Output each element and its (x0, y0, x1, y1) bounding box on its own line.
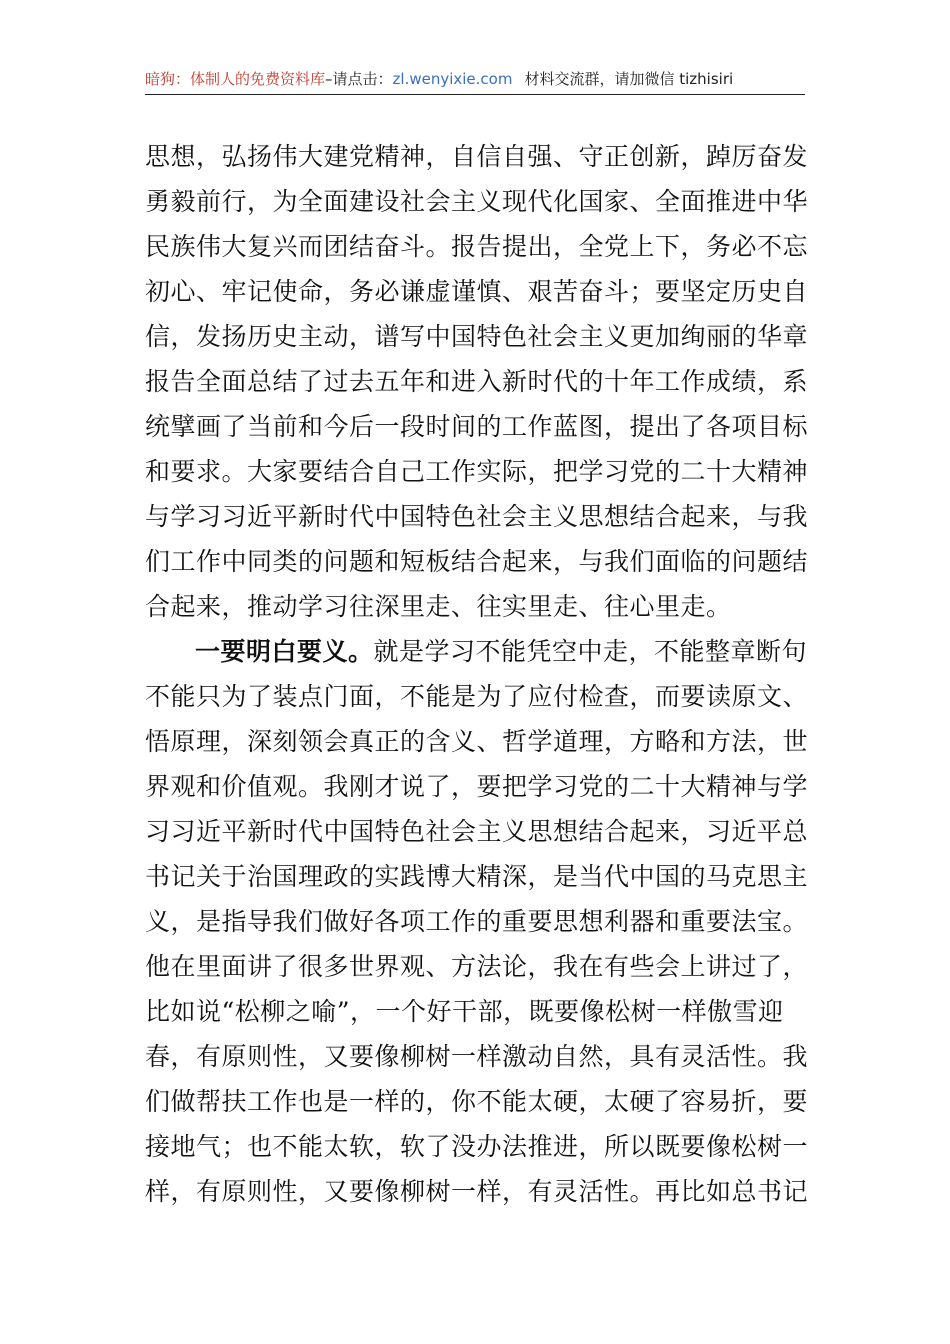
text-line: 与学习习近平新时代中国特色社会主义思想结合起来，与我 (145, 502, 809, 531)
text-line: 信，发扬历史主动，谱写中国特色社会主义更加绚丽的华章 (145, 322, 809, 351)
text-line: 不能只为了装点门面，不能是为了应付检查，而要读原文、 (145, 682, 809, 711)
text-line: 义，是指导我们做好各项工作的重要思想利器和重要法宝。 (145, 907, 809, 936)
text-line: 悟原理，深刻领会真正的含义、哲学道理，方略和方法，世 (145, 727, 809, 756)
text-line: 初心、牢记使命，务必谦虚谨慎、艰苦奋斗；要坚定历史自 (145, 277, 809, 306)
text-line: 们做帮扶工作也是一样的，你不能太硬，太硬了容易折，要 (145, 1087, 809, 1116)
text-line: 合起来，推动学习往深里走、往实里走、往心里走。 (145, 592, 732, 621)
text-line: 接地气；也不能太软，软了没办法推进，所以既要像松树一 (145, 1132, 809, 1161)
text-line: 思想，弘扬伟大建党精神，自信自强、守正创新，踔厉奋发 (145, 142, 809, 171)
header-wechat-note: 材料交流群，请加微信 tizhisiri (524, 70, 734, 88)
paragraph-heading: 一要明白要义。 (195, 637, 374, 666)
text-line: 统擘画了当前和今后一段时间的工作蓝图，提出了各项目标 (145, 412, 809, 441)
text-line: 报告全面总结了过去五年和进入新时代的十年工作成绩，系 (145, 367, 809, 396)
text-line: 习习近平新时代中国特色社会主义思想结合起来，习近平总 (145, 817, 809, 846)
paragraph-heading-line (145, 629, 807, 674)
text-line: 界观和价值观。我刚才说了，要把学习党的二十大精神与学 (145, 772, 809, 801)
text-line: 和要求。大家要结合自己工作实际，把学习党的二十大精神 (145, 457, 809, 486)
text-line: 样，有原则性，又要像柳树一样，有灵活性。再比如总书记 (145, 1177, 809, 1206)
text-line: 民族伟大复兴而团结奋斗。报告提出，全党上下，务必不忘 (145, 232, 809, 261)
header-brand: 暗狗：体制人的免费资料库 (145, 70, 326, 88)
header-separator: –请点击： (325, 70, 393, 88)
text-line: 他在里面讲了很多世界观、方法论，我在有些会上讲过了， (145, 952, 809, 981)
paragraph-heading-rest: 就是学习不能凭空中走，不能整章断句 (373, 637, 808, 666)
text-line: 勇毅前行，为全面建设社会主义现代化国家、全面推进中华 (145, 187, 809, 216)
text-line: 比如说“松柳之喻”，一个好干部，既要像松树一样傲雪迎 (145, 997, 784, 1026)
page-header (145, 64, 805, 95)
text-line: 们工作中同类的问题和短板结合起来，与我们面临的问题结 (145, 547, 809, 576)
document-body (145, 134, 807, 1214)
header-url-link[interactable]: zl.wenyixie.com (392, 70, 513, 88)
text-line: 春，有原则性，又要像柳树一样激动自然，具有灵活性。我 (145, 1042, 809, 1071)
text-line: 书记关于治国理政的实践博大精深，是当代中国的马克思主 (145, 862, 809, 891)
